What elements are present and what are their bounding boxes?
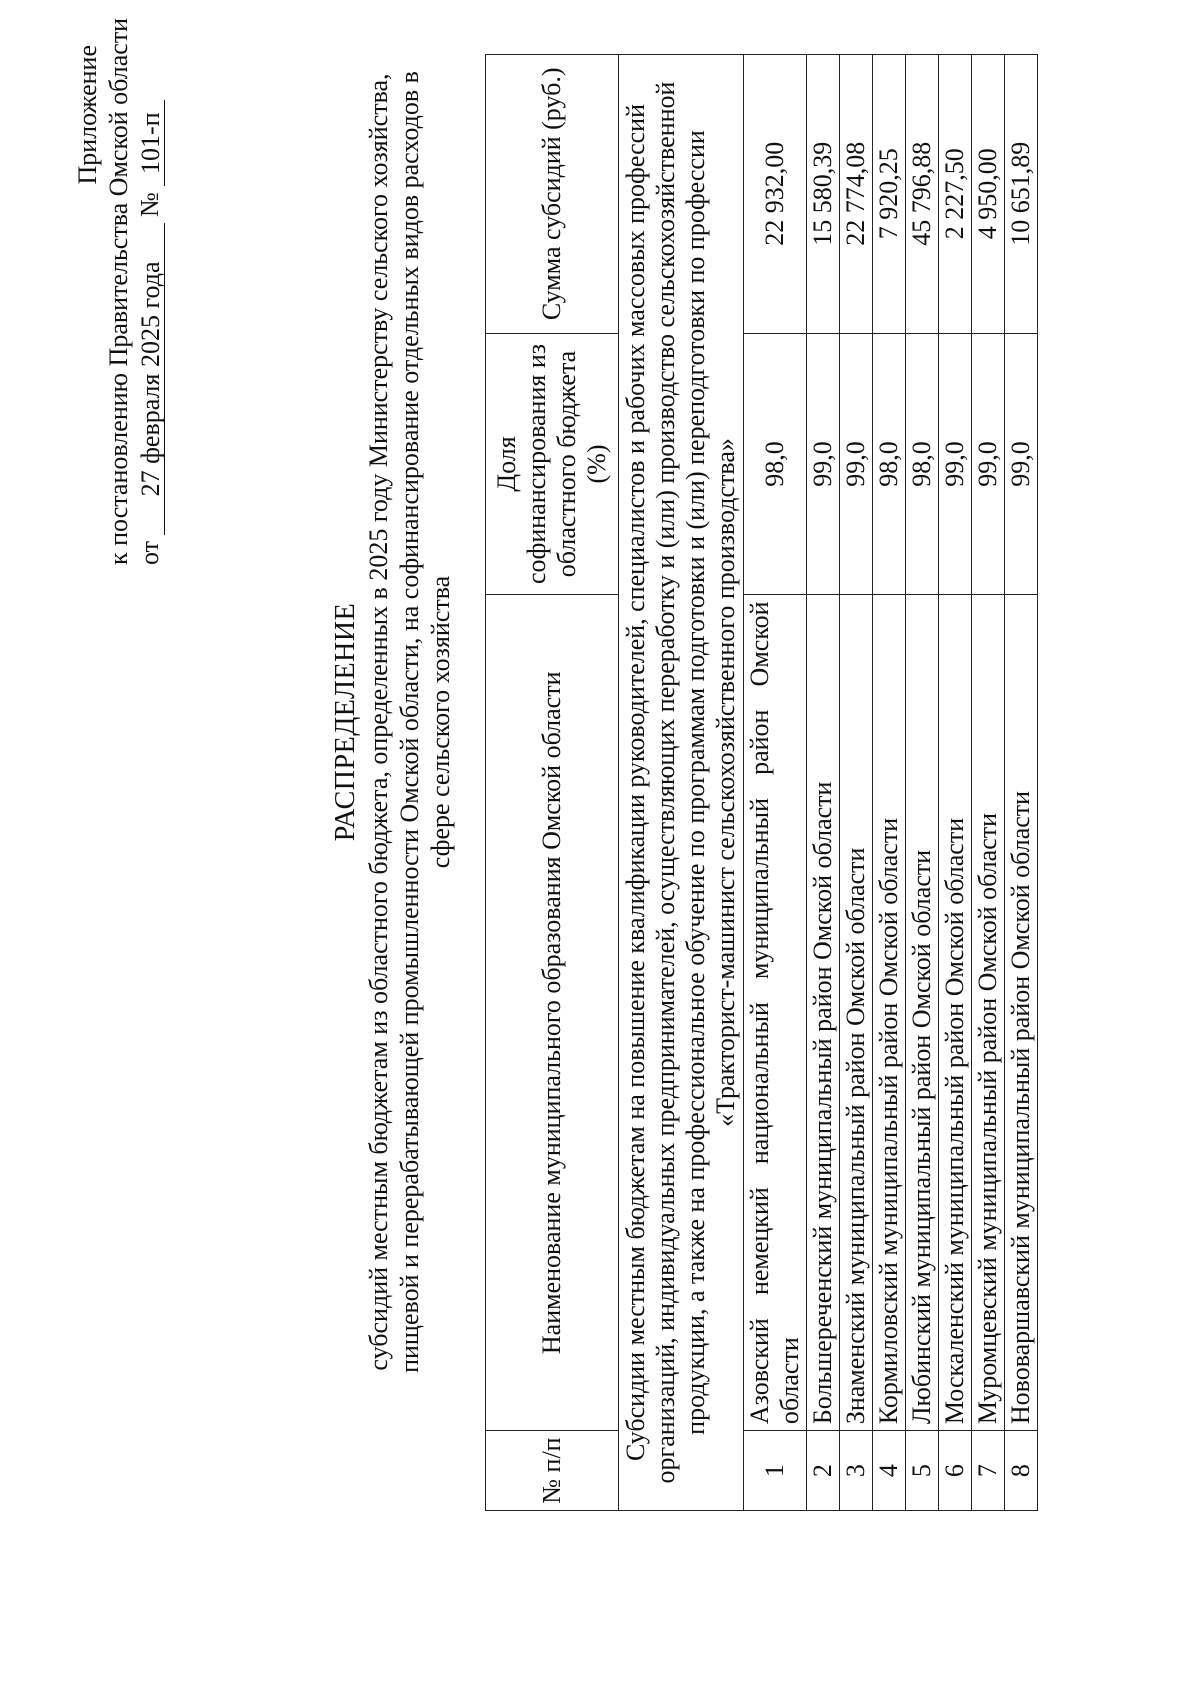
row-share: 99,0 xyxy=(939,333,972,595)
table-row xyxy=(744,55,807,1511)
header-sum: Сумма субсидий (руб.) xyxy=(486,55,619,334)
document-heading: РАСПРЕДЕЛЕНИЕ xyxy=(330,602,361,842)
row-num: 8 xyxy=(1005,1431,1038,1511)
appendix-date-number xyxy=(134,45,165,565)
row-name: Азовский немецкий национальный муниципальный район Омской области xyxy=(744,595,807,1431)
document-subtitle-line-1: субсидий местным бюджетам из областного бюджета, определенных в 2025 году Министерству сельского хозяйства, xyxy=(364,73,393,1371)
row-share: 98,0 xyxy=(744,333,807,595)
row-sum: 22 774,08 xyxy=(840,55,873,334)
row-num: 1 xyxy=(744,1431,807,1511)
row-sum: 15 580,39 xyxy=(807,55,840,334)
row-sum: 2 227,50 xyxy=(939,55,972,334)
row-name: Знаменский муниципальный район Омской области xyxy=(840,595,873,1431)
row-num: 4 xyxy=(873,1431,906,1511)
row-name: Большереченский муниципальный район Омской области xyxy=(807,595,840,1431)
row-share: 98,0 xyxy=(873,333,906,595)
number-label: № xyxy=(135,192,164,217)
table-row xyxy=(939,55,972,1511)
row-num: 3 xyxy=(840,1431,873,1511)
row-sum: 22 932,00 xyxy=(744,55,807,334)
row-share: 99,0 xyxy=(1005,333,1038,595)
table-row xyxy=(840,55,873,1511)
row-sum: 10 651,89 xyxy=(1005,55,1038,334)
row-share: 99,0 xyxy=(840,333,873,595)
row-name: Муромцевский муниципальный район Омской области xyxy=(972,595,1005,1431)
document-subtitle-line-3: сфере сельского хозяйства xyxy=(426,575,455,869)
row-sum: 7 920,25 xyxy=(873,55,906,334)
header-num: № п/п xyxy=(486,1431,619,1511)
row-sum: 45 796,88 xyxy=(906,55,939,334)
row-name: Москаленский муниципальный район Омской области xyxy=(939,595,972,1431)
table-row xyxy=(1005,55,1038,1511)
document-subtitle-line-2: пищевой и перерабатывающей промышленности Омской области, на софинансирование отдельных видов расходов в xyxy=(395,71,424,1373)
section-description: Субсидии местным бюджетам на повышение квалификации руководителей, специалистов и рабочих массовых профессий организаций, индивидуальных предпринимателей, осуществляющих переработку и (или) производство сельскохозяйственной продукции, а также на профессиональное обучение по программам подготовки и (или) переподготовки по профессии «Тракторист-машинист сельскохозяйственного производства» xyxy=(619,55,744,1511)
distribution-table xyxy=(485,54,1038,1511)
from-label: от xyxy=(135,540,164,565)
table-section-row xyxy=(619,55,744,1511)
table-row xyxy=(906,55,939,1511)
row-share: 99,0 xyxy=(972,333,1005,595)
table-row xyxy=(972,55,1005,1511)
appendix-title: Приложение xyxy=(73,45,102,185)
resolution-number: 101-п xyxy=(138,100,165,186)
row-num: 7 xyxy=(972,1431,1005,1511)
resolution-date: 27 февраля 2025 года xyxy=(138,223,165,535)
appendix-block xyxy=(72,17,165,565)
table-row xyxy=(873,55,906,1511)
table-row xyxy=(807,55,840,1511)
appendix-resolution: к постановлению Правительства Омской области xyxy=(104,17,133,565)
document-title-block xyxy=(330,47,456,1397)
row-share: 99,0 xyxy=(807,333,840,595)
row-num: 5 xyxy=(906,1431,939,1511)
header-share: Доля софинансирования из областного бюджета (%) xyxy=(486,333,619,595)
row-num: 6 xyxy=(939,1431,972,1511)
header-name: Наименование муниципального образования Омской области xyxy=(486,595,619,1431)
row-name: Нововаршавский муниципальный район Омской области xyxy=(1005,595,1038,1431)
table-header-row xyxy=(486,55,619,1511)
row-share: 98,0 xyxy=(906,333,939,595)
row-name: Любинский муниципальный район Омской области xyxy=(906,595,939,1431)
row-name: Кормиловский муниципальный район Омской области xyxy=(873,595,906,1431)
row-sum: 4 950,00 xyxy=(972,55,1005,334)
row-num: 2 xyxy=(807,1431,840,1511)
